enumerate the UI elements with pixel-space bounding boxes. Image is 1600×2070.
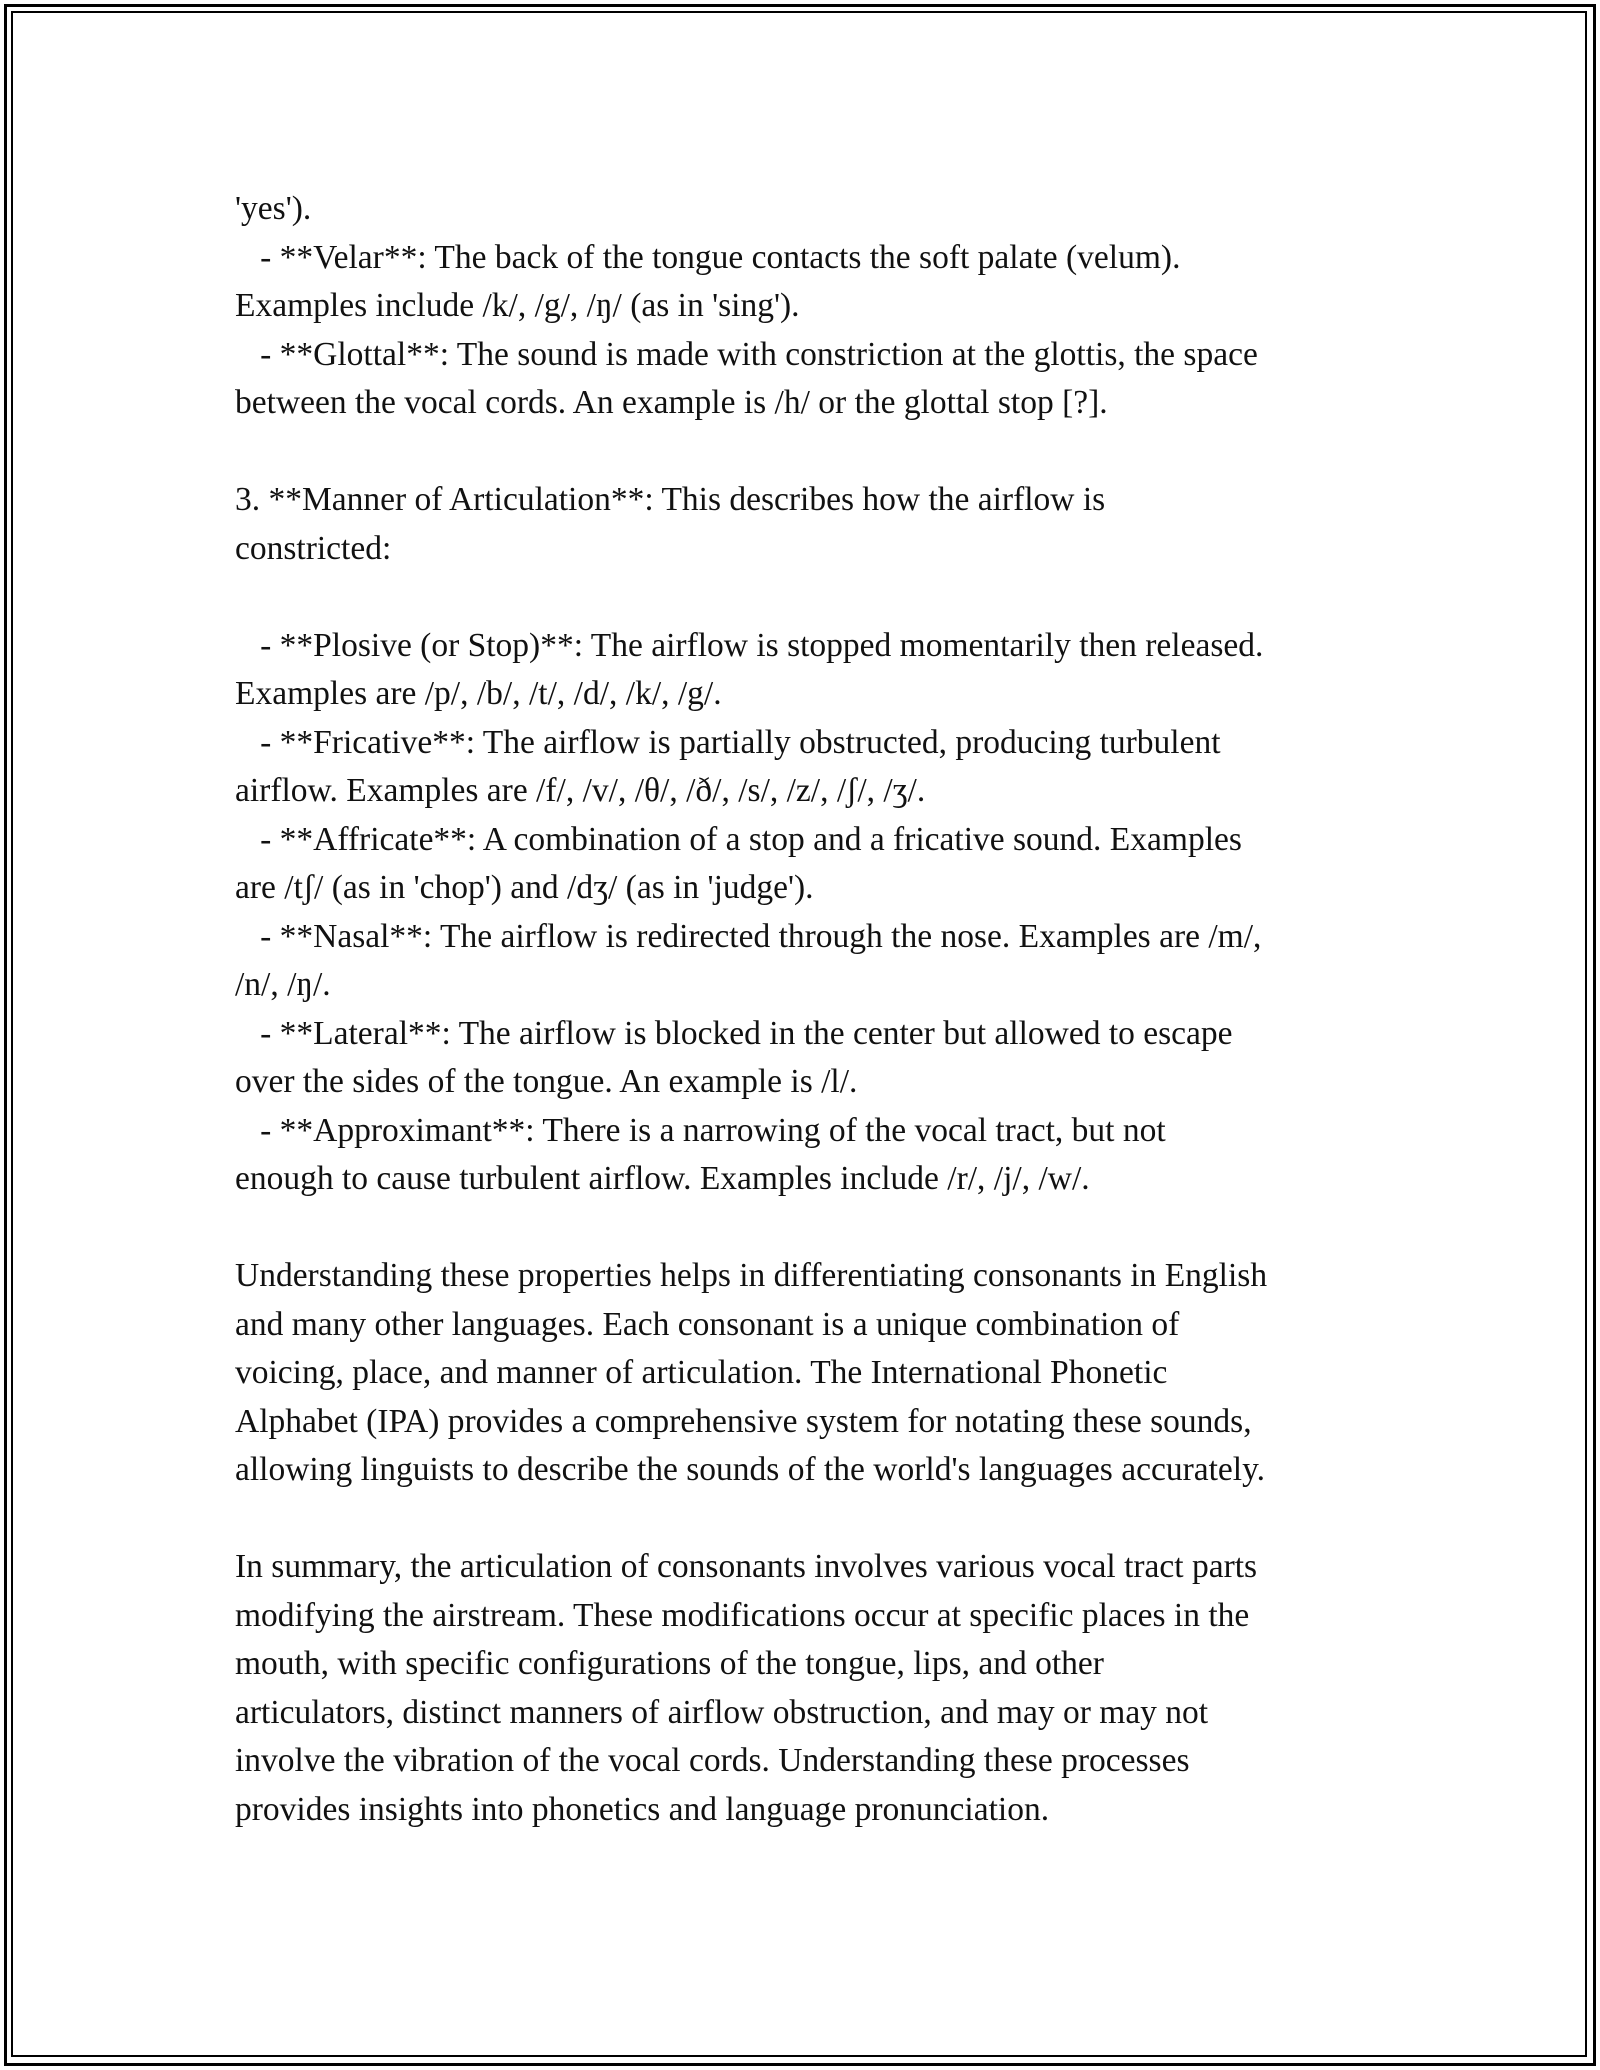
text-line: - **Plosive (or Stop)**: The airflow is stopped momentarily then released.	[235, 626, 1264, 664]
text-line: constricted:	[235, 529, 392, 567]
text-line: enough to cause turbulent airflow. Examples include /r/, /j/, /w/.	[235, 1160, 1090, 1197]
text-line: airflow. Examples are /f/, /v/, /θ/, /ð/, /s/, /z/, /ʃ/, /ʒ/.	[235, 772, 926, 809]
text-line: Alphabet (IPA) provides a comprehensive system for notating these sounds,	[235, 1402, 1252, 1440]
text-line: allowing linguists to describe the sounds of the world's languages accurately.	[235, 1451, 1266, 1488]
text-line: are /tʃ/ (as in 'chop') and /dʒ/ (as in 'judge').	[235, 869, 814, 906]
blank-line	[235, 1495, 1375, 1544]
text-line: - **Velar**: The back of the tongue contacts the soft palate (velum).	[235, 238, 1181, 276]
text-line: - **Lateral**: The airflow is blocked in the center but allowed to escape	[235, 1014, 1233, 1052]
text-line: provides insights into phonetics and language pronunciation.	[235, 1790, 1050, 1828]
blank-line	[235, 573, 1375, 622]
text-line: modifying the airstream. These modifications occur at specific places in the	[235, 1596, 1250, 1634]
text-line: between the vocal cords. An example is /h/ or the glottal stop [?].	[235, 384, 1108, 421]
text-line: involve the vibration of the vocal cords. Understanding these processes	[235, 1742, 1190, 1779]
text-line: Examples are /p/, /b/, /t/, /d/, /k/, /g/.	[235, 675, 722, 712]
text-line: In summary, the articulation of consonants involves various vocal tract parts	[235, 1548, 1258, 1585]
blank-line	[235, 428, 1375, 477]
document-body	[235, 185, 1375, 1834]
text-line: 'yes').	[235, 190, 312, 227]
blank-line	[235, 1204, 1375, 1253]
text-line: /n/, /ŋ/.	[235, 966, 331, 1003]
text-line: and many other languages. Each consonant is a unique combination of	[235, 1305, 1180, 1343]
text-line: Understanding these properties helps in differentiating consonants in English	[235, 1257, 1268, 1294]
text-line: - **Approximant**: There is a narrowing of the vocal tract, but not	[235, 1111, 1166, 1149]
text-line: Examples include /k/, /g/, /ŋ/ (as in 'sing').	[235, 287, 800, 324]
text-line: - **Affricate**: A combination of a stop and a fricative sound. Examples	[235, 820, 1242, 858]
text-line: - **Glottal**: The sound is made with constriction at the glottis, the space	[235, 335, 1258, 373]
text-line: - **Fricative**: The airflow is partially obstructed, producing turbulent	[235, 723, 1221, 761]
text-line: 3. **Manner of Articulation**: This describes how the airflow is	[235, 481, 1106, 518]
text-line: articulators, distinct manners of airflow obstruction, and may or may not	[235, 1693, 1209, 1731]
text-line: - **Nasal**: The airflow is redirected through the nose. Examples are /m/,	[235, 917, 1262, 955]
text-line: mouth, with specific configurations of the tongue, lips, and other	[235, 1645, 1104, 1682]
text-line: over the sides of the tongue. An example is /l/.	[235, 1063, 858, 1100]
text-line: voicing, place, and manner of articulation. The International Phonetic	[235, 1354, 1168, 1391]
